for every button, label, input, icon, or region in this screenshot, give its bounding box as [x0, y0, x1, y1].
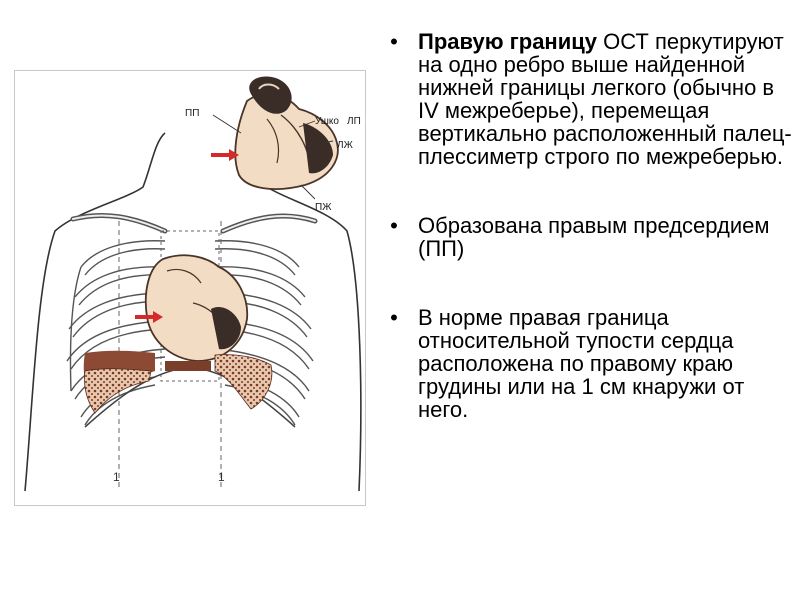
- label-left-atrium: ЛП: [347, 116, 361, 127]
- bullet-text: В норме правая граница относительной тупости сердца расположена по правому краю грудины или на 1 см кнаружи от него.: [418, 305, 745, 422]
- label-right-atrium: ПП: [185, 108, 200, 119]
- bullet-marker: •: [390, 305, 398, 330]
- bullet-item: [384, 30, 794, 168]
- bullet-bold-text: Правую границу: [418, 29, 598, 54]
- bullet-marker: •: [390, 213, 398, 238]
- label-line-number-left: 1: [113, 470, 120, 484]
- bullet-item: [384, 306, 794, 421]
- anatomy-illustration: [14, 70, 366, 506]
- label-line-number-right: 1: [218, 470, 225, 484]
- label-left-ventricle: ЛЖ: [337, 140, 353, 151]
- ribs-left: [67, 241, 165, 425]
- bullet-text: ОСТ перкутируют на одно ребро выше найденной нижней границы легкого (обычно в IV межреберье), перемещая вертикально расположенный палец-плессиметр строго по межреберью.: [418, 29, 792, 169]
- chest-heart-drawing: [15, 71, 367, 507]
- bullet-item: [384, 214, 794, 260]
- label-right-ventricle: ПЖ: [315, 202, 332, 213]
- bullet-marker: •: [390, 29, 398, 54]
- bullet-list: [384, 30, 794, 421]
- bullet-text: Образована правым предсердием (ПП): [418, 213, 770, 261]
- enlarged-heart: [235, 77, 338, 189]
- label-appendage: Ушко: [315, 116, 339, 127]
